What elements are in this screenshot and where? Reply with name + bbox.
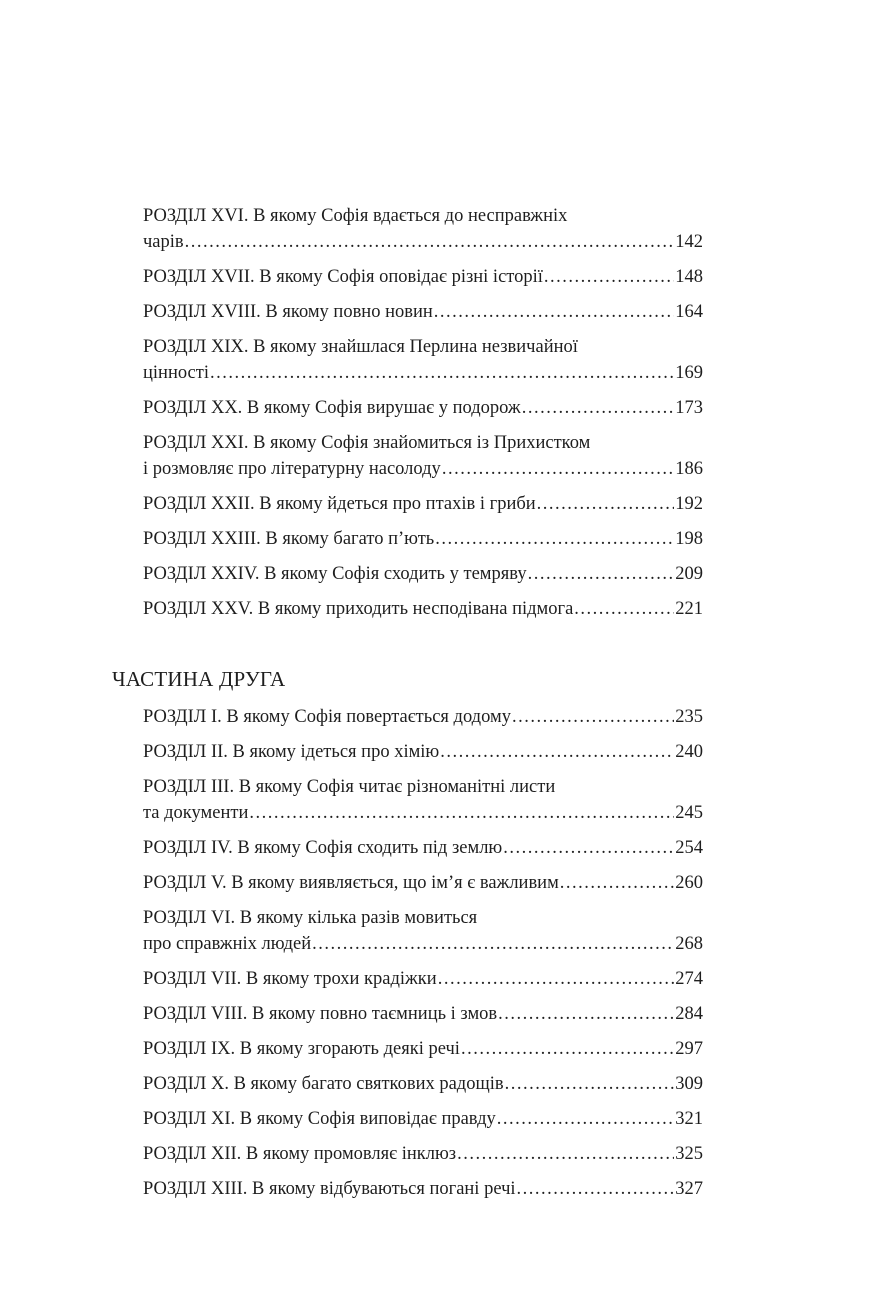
toc-entry (143, 1001, 703, 1027)
dot-leader (185, 229, 675, 255)
toc-entry-title: РОЗДІЛ IX. В якому згорають деякі речі (143, 1039, 460, 1059)
toc-entry-line (143, 1176, 703, 1202)
toc-entry-line (143, 704, 703, 730)
toc-page-number: 321 (675, 1109, 703, 1129)
toc-page-number: 186 (675, 459, 703, 479)
toc-entry (143, 1141, 703, 1167)
toc-page-number: 240 (675, 742, 703, 762)
toc-entry (143, 299, 703, 325)
dot-leader (544, 264, 674, 290)
toc-entry-title: РОЗДІЛ XVIII. В якому повно новин (143, 302, 433, 322)
toc-entry (143, 774, 703, 826)
toc-page-number: 284 (675, 1004, 703, 1024)
toc-entry-title: РОЗДІЛ XXII. В якому йдеться про птахів і гриби (143, 494, 536, 514)
dot-leader (512, 704, 674, 730)
dot-leader (434, 299, 674, 325)
toc-entry-title: РОЗДІЛ XX. В якому Софія вирушає у подорож (143, 398, 521, 418)
toc-page-number: 209 (675, 564, 703, 584)
toc-page-number: 198 (675, 529, 703, 549)
dot-leader (249, 800, 674, 826)
dot-leader (435, 526, 674, 552)
toc-page-number: 297 (675, 1039, 703, 1059)
part-two-heading: ЧАСТИНА ДРУГА (112, 667, 286, 691)
toc-entry-title: РОЗДІЛ XXV. В якому приходить несподівана підмога (143, 599, 574, 619)
toc-entry-line (143, 1071, 703, 1097)
toc-page-number: 245 (675, 803, 703, 823)
toc-entry-line (143, 334, 703, 360)
toc-entry-title: та документи (143, 803, 249, 823)
toc-entry-line (143, 526, 703, 552)
toc-entry-line (143, 870, 703, 896)
toc-entry-line (143, 1001, 703, 1027)
dot-leader (497, 1106, 675, 1132)
toc-entry-title: РОЗДІЛ XVII. В якому Софія оповідає різні історії (143, 267, 543, 287)
toc-page-number: 173 (675, 398, 703, 418)
toc-page-number: 325 (675, 1144, 703, 1164)
toc-entry-line (143, 931, 703, 957)
toc-entry (143, 395, 703, 421)
toc-page-number: 254 (675, 838, 703, 858)
toc-entry-line (143, 905, 703, 931)
dot-leader (210, 360, 674, 386)
toc-entry (143, 905, 703, 957)
toc-entry-line (143, 739, 703, 765)
toc-entry (143, 526, 703, 552)
toc-entry-line (143, 360, 703, 386)
dot-leader (312, 931, 674, 957)
toc-page-number: 327 (675, 1179, 703, 1199)
toc-entry-line (143, 561, 703, 587)
toc-entry (143, 739, 703, 765)
dot-leader (537, 491, 675, 517)
toc-entry-title: РОЗДІЛ VII. В якому трохи крадіжки (143, 969, 437, 989)
toc-entry-line (143, 966, 703, 992)
toc-entry-title: РОЗДІЛ XII. В якому промовляє інклюз (143, 1144, 457, 1164)
toc-entry-title: РОЗДІЛ XVI. В якому Софія вдається до несправжніх (143, 206, 568, 226)
toc-entry-title: РОЗДІЛ VI. В якому кілька разів мовиться (143, 908, 478, 928)
toc-entry (143, 561, 703, 587)
dot-leader (438, 966, 675, 992)
toc-page-number: 260 (675, 873, 703, 893)
toc-entry-line (143, 1036, 703, 1062)
toc-page-number: 148 (675, 267, 703, 287)
toc-page-number: 309 (675, 1074, 703, 1094)
toc-entry (143, 264, 703, 290)
toc-entry-line (143, 456, 703, 482)
toc-entry (143, 430, 703, 482)
toc-entry (143, 491, 703, 517)
toc-entry (143, 596, 703, 622)
toc-entry (143, 835, 703, 861)
toc-page-number: 192 (675, 494, 703, 514)
toc-entry-title: РОЗДІЛ XXIV. В якому Софія сходить у темряву (143, 564, 527, 584)
toc-entry-line (143, 229, 703, 255)
toc-entry (143, 1071, 703, 1097)
toc-entry (143, 203, 703, 255)
toc-entry (143, 1036, 703, 1062)
toc-entry-line (143, 395, 703, 421)
toc-entry-line (143, 430, 703, 456)
dot-leader (440, 739, 674, 765)
toc-entry (143, 966, 703, 992)
toc-entry-title: цінності (143, 363, 209, 383)
dot-leader (442, 456, 674, 482)
toc-entry-title: РОЗДІЛ XI. В якому Софія виповідає правду (143, 1109, 496, 1129)
toc-entry-line (143, 835, 703, 861)
toc-list-part-one (143, 203, 703, 631)
toc-entry-title: РОЗДІЛ X. В якому багато святкових радощів (143, 1074, 504, 1094)
toc-entry-title: РОЗДІЛ XXIII. В якому багато п’ють (143, 529, 435, 549)
dot-leader (574, 596, 674, 622)
toc-entry (143, 870, 703, 896)
toc-entry (143, 1106, 703, 1132)
toc-entry-line (143, 1106, 703, 1132)
toc-page-number: 221 (675, 599, 703, 619)
toc-entry-title: РОЗДІЛ IV. В якому Софія сходить під землю (143, 838, 503, 858)
toc-entry-line (143, 491, 703, 517)
toc-entry-line (143, 774, 703, 800)
toc-entry (143, 334, 703, 386)
toc-entry-title: РОЗДІЛ III. В якому Софія читає різноманітні листи (143, 777, 556, 797)
toc-entry-title: РОЗДІЛ I. В якому Софія повертається додому (143, 707, 511, 727)
toc-entry-title: РОЗДІЛ XIII. В якому відбуваються погані речі (143, 1179, 516, 1199)
toc-page-number: 268 (675, 934, 703, 954)
toc-page-number: 142 (675, 232, 703, 252)
toc-entry-title: РОЗДІЛ V. В якому виявляється, що ім’я є важливим (143, 873, 559, 893)
toc-entry-line (143, 203, 703, 229)
toc-page-number: 164 (675, 302, 703, 322)
toc-entry (143, 1176, 703, 1202)
toc-entry-title: і розмовляє про літературну насолоду (143, 459, 441, 479)
toc-entry-title: РОЗДІЛ II. В якому ідеться про хімію (143, 742, 440, 762)
toc-entry-line (143, 1141, 703, 1167)
toc-page-number: 274 (675, 969, 703, 989)
toc-entry-line (143, 596, 703, 622)
toc-page-number: 169 (675, 363, 703, 383)
toc-entry-line (143, 264, 703, 290)
toc-entry-title: про справжніх людей (143, 934, 312, 954)
toc-entry-title: РОЗДІЛ XIX. В якому знайшлася Перлина незвичайної (143, 337, 578, 357)
toc-entry-title: чарів (143, 232, 184, 252)
toc-page-number: 235 (675, 707, 703, 727)
dot-leader (461, 1036, 674, 1062)
dot-leader (517, 1176, 675, 1202)
dot-leader (522, 395, 675, 421)
toc-entry-line (143, 299, 703, 325)
toc-entry-title: РОЗДІЛ XXI. В якому Софія знайомиться із Прихистком (143, 433, 591, 453)
toc-entry-line (143, 800, 703, 826)
toc-list-part-two (143, 704, 703, 1211)
toc-entry-title: РОЗДІЛ VIII. В якому повно таємниць і змов (143, 1004, 498, 1024)
dot-leader (560, 870, 674, 896)
dot-leader (528, 561, 675, 587)
dot-leader (498, 1001, 674, 1027)
toc-entry (143, 704, 703, 730)
dot-leader (505, 1071, 675, 1097)
dot-leader (503, 835, 674, 861)
dot-leader (457, 1141, 674, 1167)
